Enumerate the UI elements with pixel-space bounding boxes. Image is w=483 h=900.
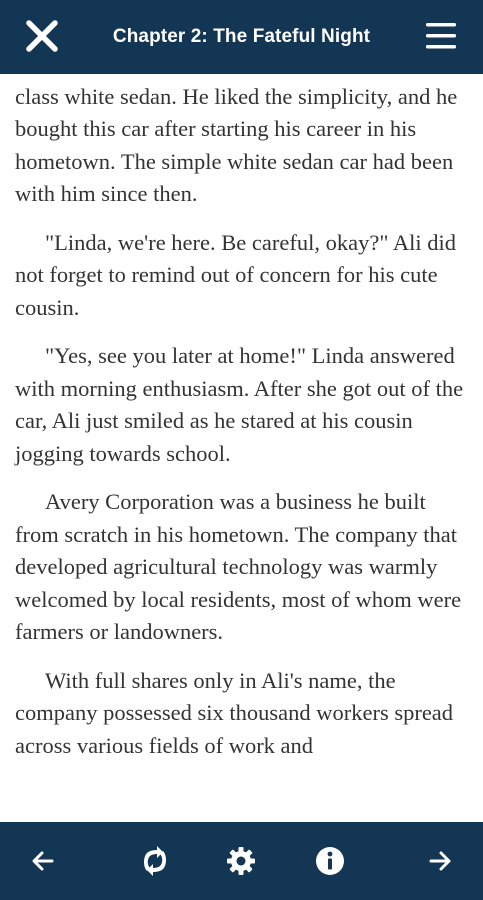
chapter-text xyxy=(0,48,483,828)
paragraph: class white sedan. He liked the simplicity, and he bought this car after starting his career in his hometown. The simple white sedan car had been with him since then. xyxy=(15,83,458,206)
rotate-button[interactable] xyxy=(135,841,175,881)
rotate-icon xyxy=(138,844,172,878)
menu-button[interactable] xyxy=(423,20,461,52)
settings-button[interactable] xyxy=(221,841,261,881)
arrow-right-icon xyxy=(427,848,453,874)
info-button[interactable] xyxy=(310,841,350,881)
bottom-toolbar xyxy=(0,822,483,900)
arrow-left-icon xyxy=(30,848,56,874)
paragraph: With full shares only in Ali's name, the company possessed six thousand workers spread across various fields of work and xyxy=(15,667,454,758)
chapter-title: Chapter 2: The Fateful Night xyxy=(112,26,371,47)
previous-button[interactable] xyxy=(23,841,63,881)
info-icon xyxy=(314,845,346,877)
next-button[interactable] xyxy=(420,841,460,881)
paragraph: Avery Corporation was a business he built from scratch in his hometown. The company that developed agricultural technology was warmly welcomed by local residents, most of whom were farmers or landowners. xyxy=(15,489,462,644)
close-icon xyxy=(22,16,62,56)
gear-icon xyxy=(225,845,257,877)
top-app-bar xyxy=(0,0,483,74)
paragraph: "Yes, see you later at home!" Linda answered with morning enthusiasm. After she got out of the car, Ali just smiled as he stared at his cousin jogging towards school. xyxy=(15,343,464,466)
paragraph: "Linda, we're here. Be careful, okay?" Ali did not forget to remind out of concern for his cute cousin. xyxy=(15,229,457,320)
menu-icon xyxy=(423,20,461,52)
close-button[interactable] xyxy=(22,16,62,56)
